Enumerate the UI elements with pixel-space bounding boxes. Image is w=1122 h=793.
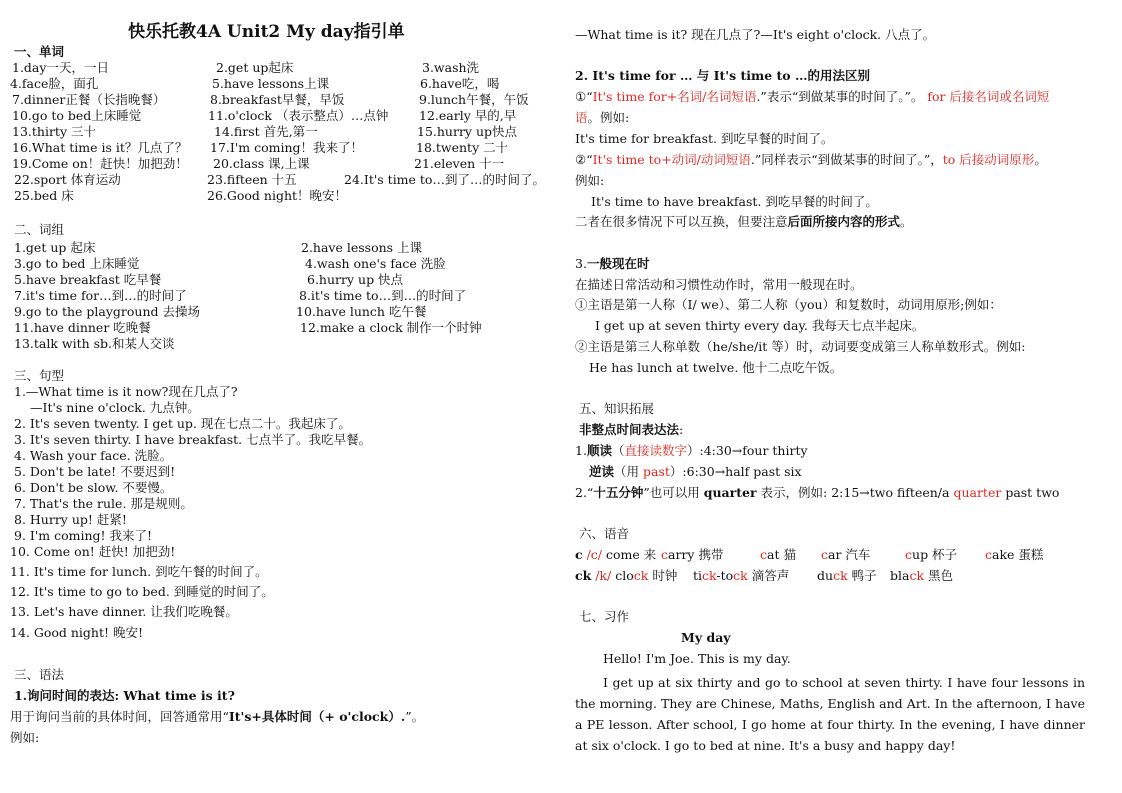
- grammar-example: —What time is it? 现在几点了?—It's eight o'clock. 八点了。: [575, 27, 936, 42]
- text-segment: 用于询问当前的具体时间，回答通常用“: [10, 709, 229, 724]
- text-segment: 一般现在时: [586, 256, 650, 271]
- time-rule: [575, 443, 808, 459]
- text-segment: c: [760, 547, 768, 562]
- phonics-word: [760, 547, 796, 563]
- text-segment: ）:6:30→half past six: [669, 464, 802, 479]
- text-segment: ck: [733, 568, 748, 583]
- text-segment: come 来: [602, 547, 657, 562]
- section-grammar-heading: 三、语法: [14, 667, 65, 682]
- word-item: 17.I'm coming！我来了！: [210, 140, 364, 155]
- section-words-heading: 一、单词: [14, 44, 65, 59]
- sentence-item: 7. That's the rule. 那是规则。: [14, 496, 193, 511]
- text-segment: ）:4:30→four thirty: [686, 443, 808, 458]
- section-writing-heading: 七、习作: [579, 609, 630, 624]
- text-segment: ”。: [405, 709, 425, 724]
- section-present-tense-heading: [575, 256, 649, 272]
- phrase-item: 10.have lunch 吃午餐: [296, 304, 427, 319]
- text-segment: for 后接名词或名词短: [923, 89, 1050, 104]
- text-segment: 黑色: [924, 568, 954, 583]
- text-segment: ②“: [575, 152, 593, 167]
- phrase-item: 4.wash one's face 洗脸: [305, 256, 446, 271]
- word-item: 19.Come on！赶快！加把劲！: [12, 156, 188, 171]
- text-segment: c: [985, 547, 993, 562]
- text-segment: 鸭子: [847, 568, 877, 583]
- phrase-item: 13.talk with sb.和某人交谈: [14, 336, 175, 351]
- word-item: 18.twenty 二十: [416, 140, 509, 155]
- text-segment: 。例如:: [587, 110, 630, 125]
- text-segment: c: [575, 547, 583, 562]
- usage-example: It's time for breakfast. 到吃早餐的时间了。: [575, 131, 834, 146]
- word-item: 11.o'clock （表示整点）…点钟: [208, 108, 389, 123]
- phonics-word: [985, 547, 1043, 563]
- essay-paragraph: I get up at six thirty and go to school at seven thirty. I have four lessons in the morning. They are Chinese, Maths, English and Art. In the afternoon, I have a PE lesson. After school, I go home at four thirty. In the evening, I have dinner at six o'clock. I go to bed at nine. It's a busy and happy day!: [575, 675, 1085, 753]
- sentence-item: 10. Come on! 赶快! 加把劲!: [10, 544, 176, 559]
- text-segment: c: [821, 547, 829, 562]
- text-segment: 。: [900, 214, 913, 229]
- sentence-item: 2. It's seven twenty. I get up. 现在七点二十。我起床了。: [14, 416, 351, 431]
- text-segment: 十五分钟: [593, 485, 644, 500]
- phonics-word: [821, 547, 870, 563]
- example-label: 例如:: [10, 730, 40, 745]
- sentence-item: 3. It's seven thirty. I have breakfast. 七点半了。我吃早餐。: [14, 432, 372, 447]
- text-segment: 语: [575, 110, 588, 125]
- text-segment: 逆读: [589, 464, 615, 479]
- sentence-item: 11. It's time for lunch. 到吃午餐的时间了。: [10, 564, 268, 579]
- text-segment: c: [905, 547, 913, 562]
- text-segment: 表示，例如: 2:15→two fifteen/a: [756, 485, 954, 500]
- sentence-item: 5. Don't be late! 不要迟到!: [14, 464, 176, 479]
- essay-title: My day: [681, 630, 731, 645]
- text-segment: 后面所接内容的形式: [787, 214, 901, 229]
- text-segment: ck: [575, 568, 592, 583]
- phonics-word: [890, 568, 953, 584]
- text-segment: 。: [1034, 152, 1047, 167]
- text-segment: /k/: [591, 568, 612, 583]
- phonics-word: [905, 547, 957, 563]
- text-segment: 直接读数字: [624, 443, 687, 458]
- grammar-description: [10, 709, 424, 725]
- word-item: 5.have lessons上课: [212, 76, 330, 91]
- word-item: 2.get up起床: [216, 60, 294, 75]
- present-tense-example: He has lunch at twelve. 他十二点吃午饭。: [589, 360, 843, 375]
- usage-note: [575, 214, 913, 230]
- text-segment: .”同样表示“到做某事的时间了。”，: [750, 152, 943, 167]
- text-segment: 二者在很多情况下可以互换，但要注意: [575, 214, 788, 229]
- section-phrases-heading: 二、词组: [14, 222, 65, 237]
- phrase-item: 2.have lessons 上课: [301, 240, 423, 255]
- text-segment: 1.: [575, 443, 587, 458]
- usage-line: [575, 110, 629, 126]
- phonics-word: [817, 568, 877, 584]
- text-segment: ck: [633, 568, 649, 583]
- section-phonics-heading: 六、语音: [579, 526, 630, 541]
- word-item: 14.first 首先,第一: [214, 124, 318, 139]
- text-segment: to 后接动词原形: [942, 152, 1035, 167]
- text-segment: .”表示“到做某事的时间了。”。: [756, 89, 924, 104]
- phrase-item: 8.it's time to…到…的时间了: [299, 288, 467, 303]
- text-segment: It's time to+动词/动词短语: [592, 152, 751, 167]
- word-item: 23.fifteen 十五: [207, 172, 297, 187]
- text-segment: clo: [611, 568, 634, 583]
- sentence-item: 13. Let's have dinner. 让我们吃晚餐。: [10, 604, 238, 619]
- word-item: 16.What time is it？几点了？: [12, 140, 188, 155]
- sentence-item: 4. Wash your face. 洗脸。: [14, 448, 173, 463]
- phrase-item: 12.make a clock 制作一个时钟: [300, 320, 482, 335]
- word-item: 9.lunch午餐，午饭: [419, 92, 529, 107]
- sentence-item: 12. It's time to go to bed. 到睡觉的时间了。: [10, 584, 274, 599]
- essay-paragraph: Hello! I'm Joe. This is my day.: [603, 651, 791, 666]
- section-sentences-heading: 三、句型: [14, 368, 65, 383]
- text-segment: up 杯子: [912, 547, 958, 562]
- word-item: 8.breakfast早餐，早饭: [210, 92, 345, 107]
- word-item: 15.hurry up快点: [417, 124, 518, 139]
- sentence-item: 9. I'm coming! 我来了!: [14, 528, 153, 543]
- text-segment: du: [817, 568, 834, 583]
- word-item: 3.wash洗: [422, 60, 480, 75]
- section-its-time-heading: 2. It's time for … 与 It's time to …的用法区别: [575, 68, 871, 83]
- text-segment: /c/: [582, 547, 603, 562]
- text-segment: :: [679, 422, 684, 437]
- text-segment: 3.: [575, 256, 587, 271]
- text-segment: ck: [702, 568, 717, 583]
- phrase-item: 6.hurry up 快点: [307, 272, 404, 287]
- phonics-word: [575, 547, 656, 563]
- text-segment: 非整点时间表达法: [579, 422, 680, 437]
- text-segment: ti: [693, 568, 703, 583]
- text-segment: ck: [909, 568, 925, 583]
- phonics-word: [661, 547, 723, 563]
- text-segment: It's time for+名词/名词短语: [592, 89, 757, 104]
- text-segment: ck: [833, 568, 848, 583]
- time-rule: [589, 464, 802, 480]
- word-item: 4.face脸，面孔: [10, 76, 99, 91]
- text-segment: ”也可以用: [643, 485, 704, 500]
- text-segment: quarter: [953, 485, 1002, 500]
- text-segment: It's+具体时间（+ o'clock）.: [228, 709, 406, 724]
- text-segment: 2.“: [575, 485, 594, 500]
- word-item: 25.bed 床: [14, 188, 74, 203]
- phrase-item: 3.go to bed 上床睡觉: [14, 256, 140, 271]
- word-item: 6.have吃，喝: [420, 76, 500, 91]
- word-item: 22.sport 体育运动: [14, 172, 121, 187]
- sentence-item: 6. Don't be slow. 不要慢。: [14, 480, 173, 495]
- word-item: 24.It's time to…到了…的时间了。: [344, 172, 545, 187]
- word-item: 20.class 课,上课: [213, 156, 310, 171]
- text-segment: -to: [716, 568, 734, 583]
- page-title: 快乐托教4A Unit2 My day指引单: [128, 22, 405, 42]
- phrase-item: 1.get up 起床: [14, 240, 96, 255]
- word-item: 12.early 早的,早: [419, 108, 517, 123]
- usage-example: It's time to have breakfast. 到吃早餐的时间了。: [591, 194, 878, 209]
- sentence-item: 14. Good night! 晚安!: [10, 625, 144, 640]
- phonics-word: [693, 568, 789, 584]
- sentence-item: 1.—What time is it now?现在几点了?: [14, 384, 238, 399]
- word-item: 21.eleven 十一: [414, 156, 505, 171]
- word-item: 13.thirty 三十: [12, 124, 96, 139]
- phrase-item: 7.it's time for…到…的时间了: [14, 288, 187, 303]
- usage-line: [575, 152, 1047, 168]
- sentence-item: 8. Hurry up! 赶紧!: [14, 512, 127, 527]
- phrase-item: 11.have dinner 吃晚餐: [14, 320, 151, 335]
- present-tense-example: I get up at seven thirty every day. 我每天七点半起床。: [595, 318, 925, 333]
- text-segment: ar 汽车: [828, 547, 871, 562]
- text-segment: arry 携带: [668, 547, 724, 562]
- text-segment: past two: [1001, 485, 1060, 500]
- usage-line: [575, 89, 1049, 105]
- grammar-subheading: 1.询问时间的表达: What time is it?: [14, 688, 235, 703]
- text-segment: at 猫: [767, 547, 796, 562]
- phrase-item: 9.go to the playground 去操场: [14, 304, 200, 319]
- sentence-item: —It's nine o'clock. 九点钟。: [30, 400, 200, 415]
- extension-subheading: [579, 422, 683, 438]
- word-item: 26.Good night！晚安！: [207, 188, 348, 203]
- present-tense-description: 在描述日常活动和习惯性动作时，常用一般现在时。: [575, 277, 863, 292]
- text-segment: 时钟: [648, 568, 678, 583]
- text-segment: （: [611, 443, 625, 458]
- text-segment: ake 蛋糕: [992, 547, 1044, 562]
- text-segment: c: [661, 547, 669, 562]
- present-tense-rule: ①主语是第一人称（I/ we）、第二人称（you）和复数时，动词用原形;例如：: [575, 297, 1002, 312]
- time-rule: [575, 485, 1059, 501]
- present-tense-rule: ②主语是第三人称单数（he/she/it 等）时，动词要变成第三人称单数形式。例如:: [575, 339, 1026, 354]
- text-segment: 顺读: [586, 443, 612, 458]
- text-segment: quarter: [703, 485, 757, 500]
- word-item: 1.day一天，一日: [12, 60, 109, 75]
- text-segment: ①“: [575, 89, 593, 104]
- word-item: 7.dinner正餐（长指晚餐）: [12, 92, 166, 107]
- word-item: 10.go to bed上床睡觉: [12, 108, 142, 123]
- text-segment: bla: [890, 568, 910, 583]
- phonics-word: [575, 568, 677, 584]
- text-segment: past: [643, 464, 670, 479]
- text-segment: （用: [614, 464, 643, 479]
- example-label: 例如:: [575, 173, 605, 188]
- text-segment: 滴答声: [747, 568, 790, 583]
- phrase-item: 5.have breakfast 吃早餐: [14, 272, 162, 287]
- section-extension-heading: 五、知识拓展: [579, 401, 655, 416]
